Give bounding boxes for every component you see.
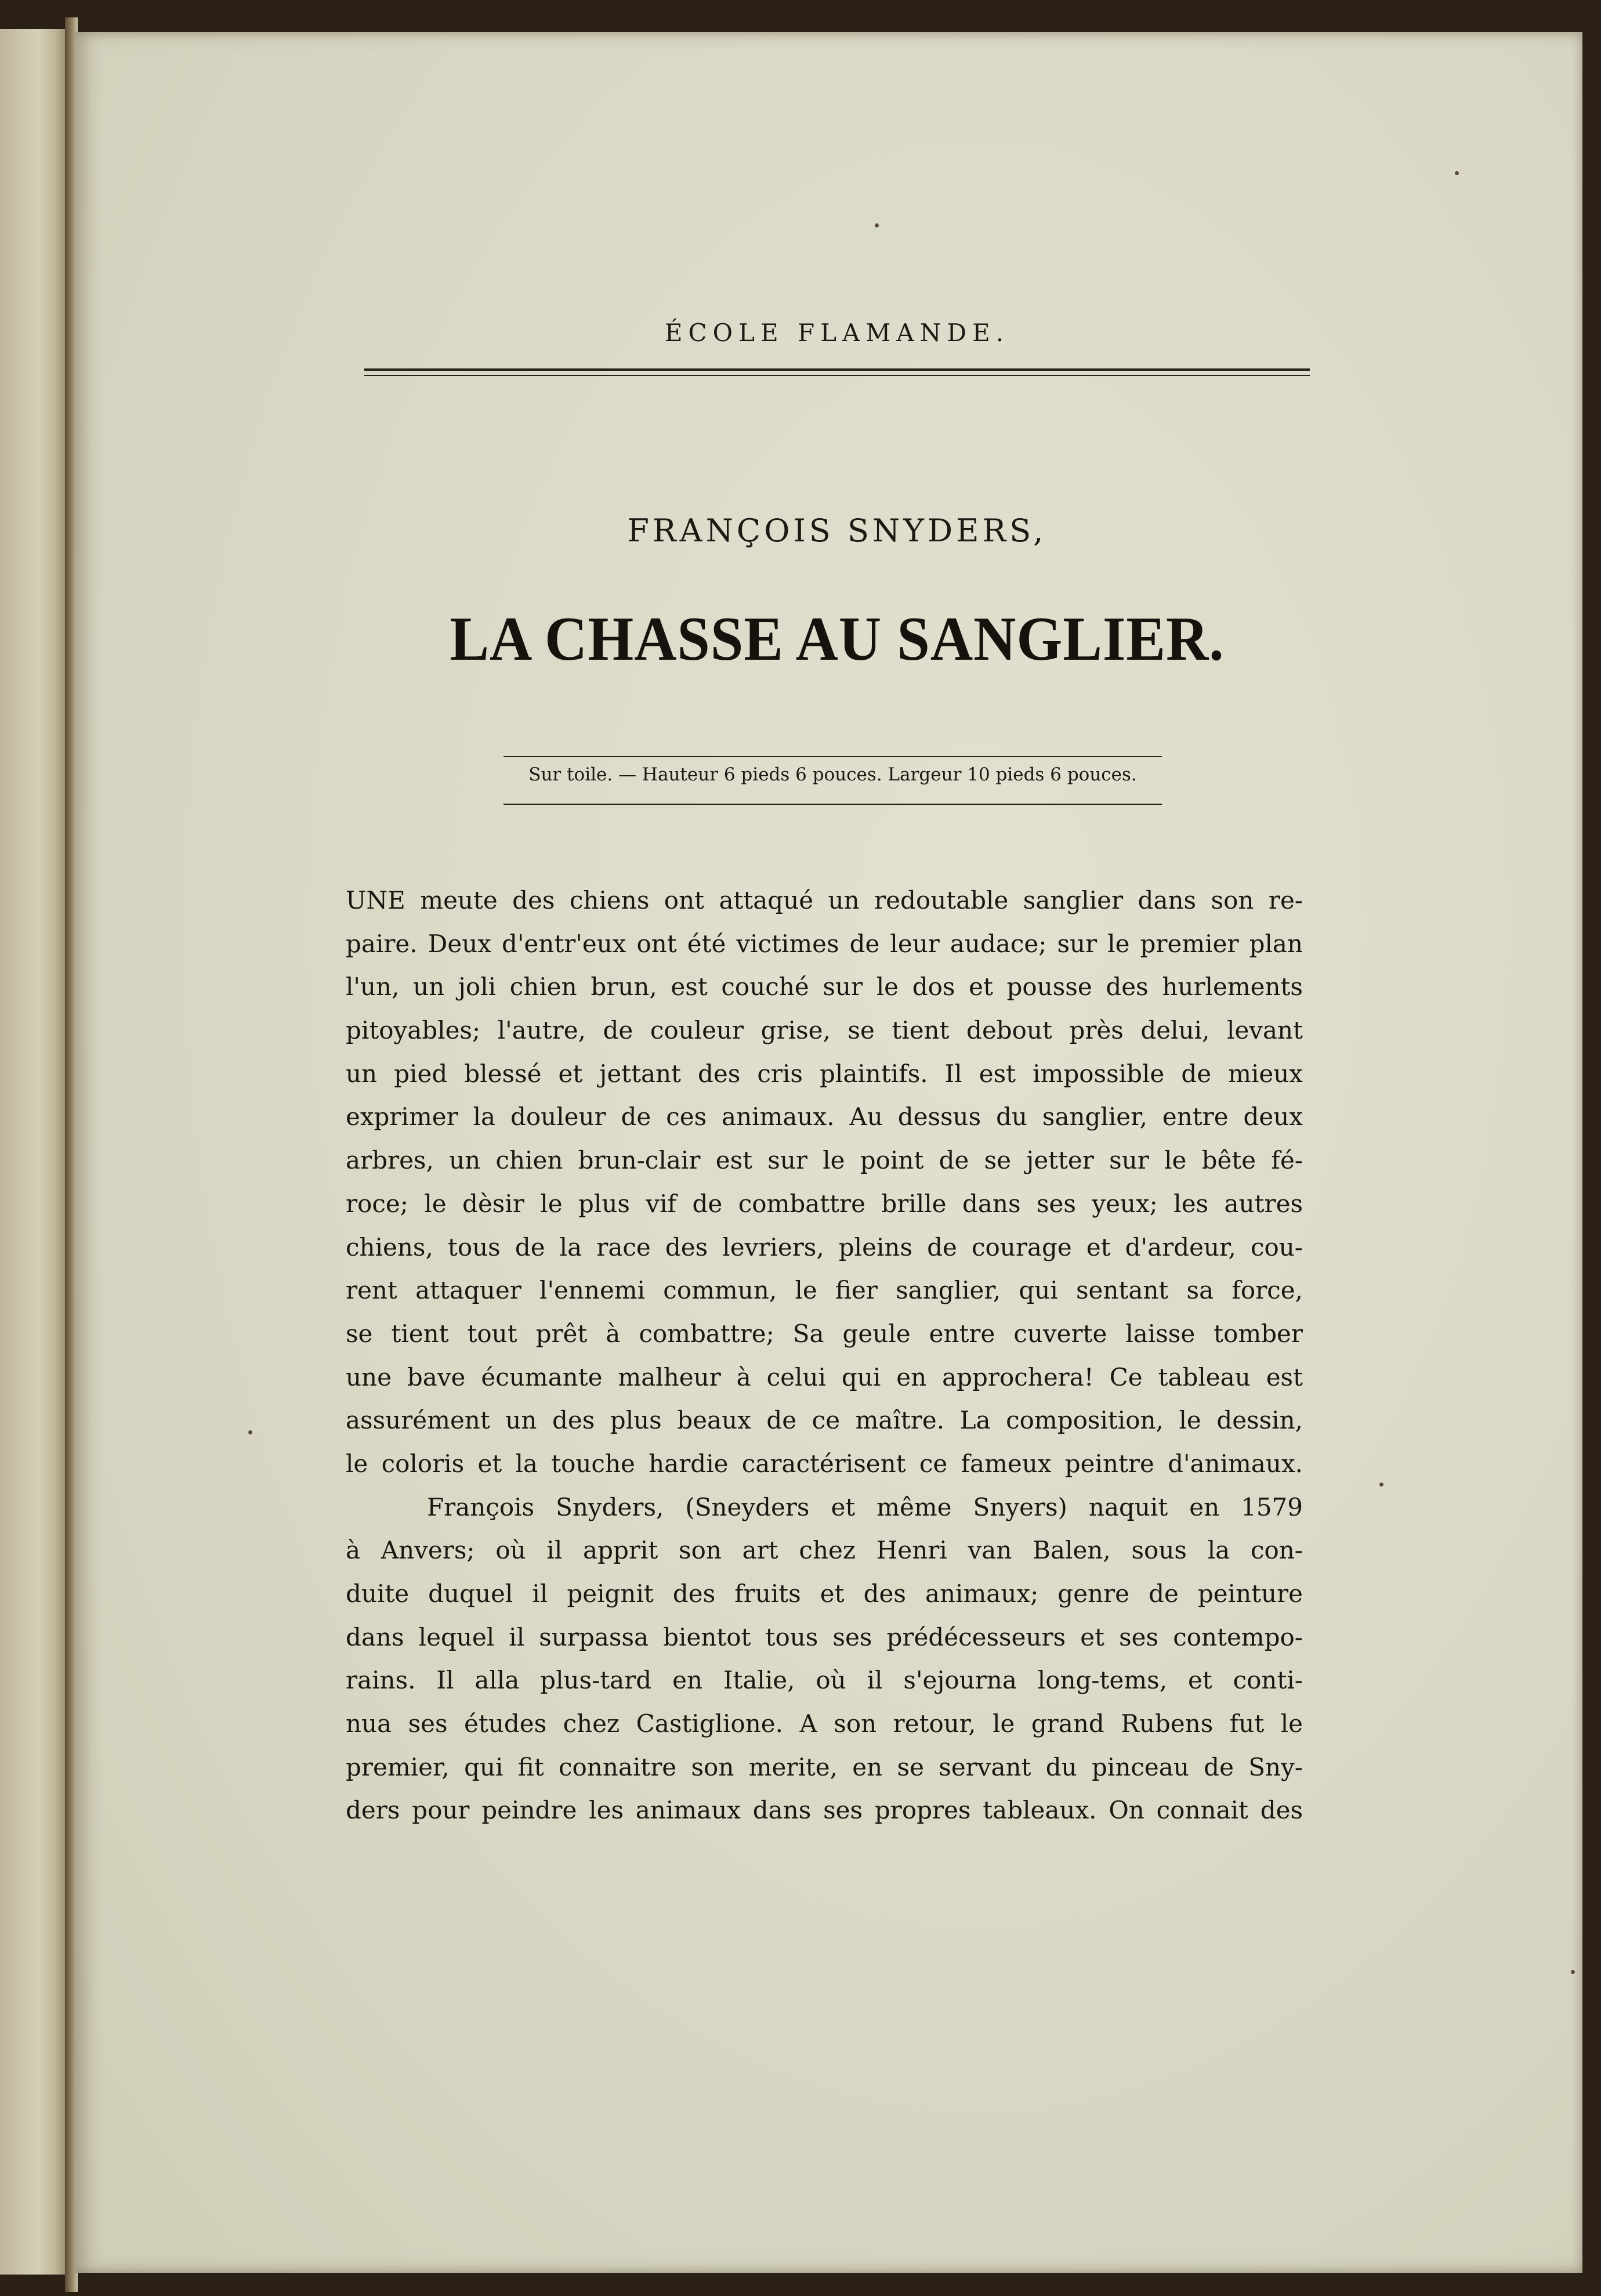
text-line: nua ses études chez Castiglione. A son retour, le grand Rubens fut le bbox=[346, 1709, 1303, 1738]
text-line: rent attaquer l'ennemi commun, le fier sanglier, qui sentant sa force, bbox=[346, 1276, 1303, 1305]
paper-speck bbox=[1571, 1970, 1575, 1974]
text-line: François Snyders, (Sneyders et même Snyers) naquit en 1579 bbox=[427, 1492, 1303, 1521]
page bbox=[74, 32, 1582, 2273]
text-line: à Anvers; où il apprit son art chez Henri van Balen, sous la con- bbox=[346, 1536, 1303, 1565]
text-line: une bave écumante malheur à celui qui en approchera! Ce tableau est bbox=[346, 1362, 1303, 1391]
paper-speck bbox=[875, 223, 879, 227]
text-line: roce; le dèsir le plus vif de combattre brille dans ses yeux; les autres bbox=[346, 1189, 1303, 1218]
text-line: duite duquel il peignit des fruits et des animaux; genre de peinture bbox=[346, 1579, 1303, 1608]
text-line: l'un, un joli chien brun, est couché sur le dos et pousse des hurlements bbox=[346, 972, 1303, 1001]
text-line: ders pour peindre les animaux dans ses propres tableaux. On connait des bbox=[346, 1796, 1303, 1825]
text-line: paire. Deux d'entr'eux ont été victimes de leur audace; sur le premier plan bbox=[346, 929, 1303, 958]
text-line: premier, qui fit connaitre son merite, en se servant du pinceau de Sny- bbox=[346, 1752, 1303, 1781]
text-line: un pied blessé et jettant des cris plaintifs. Il est impossible de mieux bbox=[346, 1059, 1303, 1088]
text-line: le coloris et la touche hardie caractérisent ce fameux peintre d'animaux. bbox=[346, 1449, 1303, 1478]
paper-speck bbox=[1379, 1483, 1383, 1487]
text-line: pitoyables; l'autre, de couleur grise, se tient debout près delui, levant bbox=[346, 1016, 1303, 1045]
body-text bbox=[346, 879, 1303, 1832]
text-line: dans lequel il surpassa bientot tous ses prédécesseurs et ses contempo- bbox=[346, 1622, 1303, 1651]
artwork-title: LA CHASSE AU SANGLIER. bbox=[450, 605, 1225, 674]
dimensions-rule-top bbox=[504, 756, 1162, 757]
paper-speck bbox=[248, 1430, 252, 1434]
dimensions-rule-bottom bbox=[504, 804, 1162, 805]
text-line: rains. Il alla plus-tard en Italie, où il s'ejourna long-tems, et conti- bbox=[346, 1666, 1303, 1695]
header-rule-top bbox=[364, 368, 1310, 371]
artist-name: FRANÇOIS SNYDERS, bbox=[627, 512, 1047, 549]
paper-speck bbox=[1455, 171, 1459, 175]
text-line: exprimer la douleur de ces animaux. Au dessus du sanglier, entre deux bbox=[346, 1102, 1303, 1131]
facing-page-edge bbox=[0, 29, 70, 2275]
text-line: chiens, tous de la race des levriers, pleins de courage et d'ardeur, cou- bbox=[346, 1232, 1303, 1261]
text-line: se tient tout prêt à combattre; Sa geule entre cuverte laisse tomber bbox=[346, 1319, 1303, 1348]
text-line: arbres, un chien brun-clair est sur le point de se jetter sur le bête fé- bbox=[346, 1146, 1303, 1175]
dimensions-text: Sur toile. — Hauteur 6 pieds 6 pouces. Largeur 10 pieds 6 pouces. bbox=[528, 764, 1137, 785]
text-line: UNE meute des chiens ont attaqué un redoutable sanglier dans son re- bbox=[346, 886, 1303, 914]
school-heading: ÉCOLE FLAMANDE. bbox=[664, 319, 1010, 347]
text-line: assurément un des plus beaux de ce maître. La composition, le dessin, bbox=[346, 1406, 1303, 1435]
header-rule-bottom bbox=[364, 375, 1310, 376]
